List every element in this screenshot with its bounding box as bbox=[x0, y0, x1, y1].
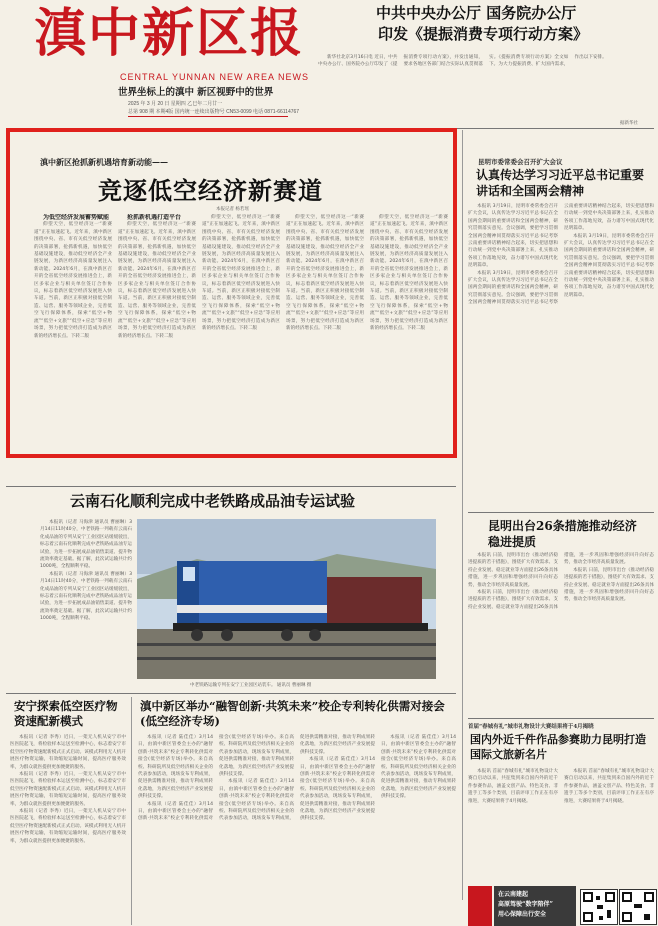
rail bbox=[137, 643, 436, 646]
lead-subhead-2: 抢抓新机遇打造平台 bbox=[127, 214, 182, 221]
promo-line-2: 高原驾驶“数字陪伴” bbox=[498, 901, 553, 908]
lead-body: 为低空经济发展蓄势赋能 仰望天空，低空经济这一“新赛道”正在加速起飞。近年来，滇中新区围绕中央、省、市有关低空经济发展的决策部署，抢抓新机遇，加快低空基础设施建设，推动低空经济全产业链发展，为新区经济高质量发展注入新动能。2024年6月，在滇中新区召开的全省低空经济发展推进会上，新区多家企业与相关单位签订合作协议，标志着新区低空经济发展进入快车道。当前，新区正积极对接低空制造、运营、服务等领域企业，完善低空飞行保障体系，探索“低空+物流”“低空+文旅”“低空+应急”等应用场景，努力把低空经济打造成为新区新的经济增长点。下转二版 抢抓新机遇打造平台 仰望天空，低空经济这一“新赛道”正在加速起飞。近年来，滇中新区围绕中央、省、市有关低空经济发展的决策部署，抢抓新机遇，加快低空基础设施建设，推动低空经济全产业链发展，为新区经济高质量发展注入新动能。2024年6月，在滇中新区召开的全省低空经济发展推进会上，新区多家企业与相关单位签订合作协议，标志着新区低空经济发展进入快车道。当前，新区正积极对接低空制造、运营、服务等领域企业，完善低空飞行保障体系，探索“低空+物流”“低空+文旅”“低空+应急”等应用场景，努力把低空经济打造成为新区新的经济增长点。下转二版 仰望天空，低空经济这一“新赛道”正在加速起飞。近年来，滇中新区围绕中央、省、市有关低空经济发展的决策部署，抢抓新机遇，加快低空基础设施建设，推动低空经济全产业链发展，为新区经济高质量发展注入新动能。2024年6月，在滇中新区召开的全省低空经济发展推进会上，新区多家企业与相关单位签订合作协议，标志着新区低空经济发展进入快车道。当前，新区正积极对接低空制造、运营、服务等领域企业，完善低空飞行保障体系，探索“低空+物流”“低空+文旅”“低空+应急”等应用场景，努力把低空经济打造成为新区新的经济增长点。下转二版 仰望天空，低空经济这一“新赛道”正在加速起飞。近年来，滇中新区围绕中央、省、市有关低空经济发展的决策部署，抢抓新机遇，加快低空基础设施建设，推动低空经济全产业链发展，为新区经济高质量发展注入新动能。2024年6月，在滇中新区召开的全省低空经济发展推进会上，新区多家企业与相关单位签订合作协议，标志着新区低空经济发展进入快车道。当前，新区正积极对接低空制造、运营、服务等领域企业，完善低空飞行保障体系，探索“低空+物流”“低空+文旅”“低空+应急”等应用场景，努力把低空经济打造成为新区新的经济增长点。下转二版 仰望天空，低空经济这一“新赛道”正在加速起飞。近年来，滇中新区围绕中央、省、市有关低空经济发展的决策部署，抢抓新机遇，加快低空基础设施建设，推动低空经济全产业链发展，为新区经济高质量发展注入新动能。2024年6月，在滇中新区召开的全省低空经济发展推进会上，新区多家企业与相关单位签订合作协议，标志着新区低空经济发展进入快车道。当前，新区正积极对接低空制造、运营、服务等领域企业，完善低空飞行保障体系，探索“低空+物流”“低空+文旅”“低空+应急”等应用场景，努力把低空经济打造成为新区新的经济增长点。下转二版 bbox=[34, 214, 448, 339]
awards-headline: 国内外近千件作品参赛助力昆明打造国际文旅新名片 bbox=[470, 733, 646, 761]
measures-divider bbox=[468, 512, 654, 513]
issue-line: 总第 908 期 本期4版 国内统一连续出版物号 CN53-0099 电话 0871-66114767 bbox=[128, 109, 300, 115]
bottom-left-headline: 安宁探索低空医疗物资速配新模式 bbox=[14, 699, 118, 728]
lead-byline: 本报记者 杨若瑶 bbox=[216, 207, 249, 212]
locomotive-window bbox=[183, 567, 195, 581]
top-right-headline: 中共中央办公厅 国务院办公厅 bbox=[376, 4, 577, 22]
lead-kicker: 滇中新区抢抓新机遇培育新动能—— bbox=[40, 157, 168, 167]
promo-line-3: 用心保障出行安全 bbox=[498, 911, 547, 918]
awards-body: 本报讯 首届“春城有礼”城市礼物设计大赛自启动以来，共征集到来自国内外的近千件参赛作品，涵盖文创产品、特色美食、非遗手工等多个类别，目前评审工作正在有序推进，大赛结果将于4月揭晓。 本报讯 首届“春城有礼”城市礼物设计大赛自启动以来，共征集到来自国内外的近千件参赛作品，涵盖文创产品、特色美食、非遗手工等多个类别，目前评审工作正在有序推进，大赛结果将于4月揭晓。 bbox=[468, 769, 654, 804]
masthead-title: 滇中新区报 bbox=[34, 3, 305, 64]
awards-divider bbox=[468, 718, 654, 719]
wheel bbox=[309, 629, 321, 641]
qr-code-pattern bbox=[620, 890, 656, 924]
bottom-left-body: 本报讯（记者 李秀）近日，一架无人机从安宁市中医医院起飞，将检验样本运送至检测中心，标志着安宁市低空医疗物资速配新模式正式启动。该模式利用无人机开展医疗物资运输，有效缩短运输时间，提高医疗服务效率，为群众就医提供更加便捷的服务。 本报讯（记者 李秀）近日，一架无人机从安宁市中医医院起飞，将检验样本运送至检测中心，标志着安宁市低空医疗物资速配新模式正式启动。该模式利用无人机开展医疗物资运输，有效缩短运输时间，提高医疗服务效率，为群众就医提供更加便捷的服务。 本报讯（记者 李秀）近日，一架无人机从安宁市中医医院起飞，将检验样本运送至检测中心，标志着安宁市低空医疗物资速配新模式正式启动。该模式利用无人机开展医疗物资运输，有效缩短运输时间，提高医疗服务效率，为群众就医提供更加便捷的服务。 bbox=[10, 735, 126, 844]
measures-body: 本报讯 日前，昆明市出台《推动经济稳进提质的若干措施》，围绕扩大有效需求、支持企业发展、稳定就业等方面提出26条具体措施，进一步巩固和增强经济回升向好态势，推动全市经济高质量发展。 本报讯 日前，昆明市出台《推动经济稳进提质的若干措施》，围绕扩大有效需求、支持企业发展、稳定就业等方面提出26条具体措施，进一步巩固和增强经济回升向好态势，推动全市经济高质量发展。 本报讯 日前，昆明市出台《推动经济稳进提质的若干措施》，围绕扩大有效需求、支持企业发展、稳定就业等方面提出26条具体措施，进一步巩固和增强经济回升向好态势，推动全市经济高质量发展。 bbox=[468, 553, 654, 610]
promo-panel bbox=[494, 886, 576, 926]
tank-car bbox=[327, 577, 422, 623]
train-headline: 云南石化顺利完成中老铁路成品油专运试验 bbox=[70, 492, 356, 510]
train-photo bbox=[137, 519, 436, 679]
bottom-mid-body: 本报讯（记者 陆佳佳）3月14日，由滇中新区管委会主办的“融智创新·共筑未来”校企专利转化供需对接会(低空经济专场)举办。来自高校、科研院所及低空经济相关企业的代表参加活动，现场发布专利成果，促进供需精准对接，推动专利成果转化落地，为新区低空经济产业发展提供科技支撑。 本报讯（记者 陆佳佳）3月14日，由滇中新区管委会主办的“融智创新·共筑未来”校企专利转化供需对接会(低空经济专场)举办。来自高校、科研院所及低空经济相关企业的代表参加活动，现场发布专利成果，促进供需精准对接，推动专利成果转化落地，为新区低空经济产业发展提供科技支撑。 本报讯（记者 陆佳佳）3月14日，由滇中新区管委会主办的“融智创新·共筑未来”校企专利转化供需对接会(低空经济专场)举办。来自高校、科研院所及低空经济相关企业的代表参加活动，现场发布专利成果，促进供需精准对接，推动专利成果转化落地，为新区低空经济产业发展提供科技支撑。 本报讯（记者 陆佳佳）3月14日，由滇中新区管委会主办的“融智创新·共筑未来”校企专利转化供需对接会(低空经济专场)举办。来自高校、科研院所及低空经济相关企业的代表参加活动，现场发布专利成果，促进供需精准对接，推动专利成果转化落地，为新区低空经济产业发展提供科技支撑。 本报讯（记者 陆佳佳）3月14日，由滇中新区管委会主办的“融智创新·共筑未来”校企专利转化供需对接会(低空经济专场)举办。来自高校、科研院所及低空经济相关企业的代表参加活动，现场发布专利成果，促进供需精准对接，推动专利成果转化落地，为新区低空经济产业发展提供科技支撑。 bbox=[138, 735, 456, 822]
top-right-source: 据新华社 bbox=[620, 121, 638, 126]
bottom-divider bbox=[6, 693, 456, 694]
locomotive-body bbox=[177, 561, 327, 623]
wheel bbox=[191, 629, 203, 641]
masthead-slogan: 世界坐标上的滇中 新区视野中的世界 bbox=[118, 87, 274, 98]
top-right-body: 新华社北京3月16日电 近日，中共中央办公厅、国务院办公厅印发了《提振消费专项行动方案》，并发出通知，要求各地区各部门结合实际认真贯彻落实。《提振消费专项行动方案》全文如下。为大力提振消费、扩大国内需求，作出以下安排。 bbox=[318, 55, 607, 68]
train-body: 本报讯（记者 马海津 通讯员 曹丽琳）3月14日11时40分，中老铁路一列载有云南石化成品油的专列从安宁工业园区站缓缓驶出，标志着云南石化顺利完成中老铁路成品油专运试验，为进一步拓展成品油销售渠道、提升物流效率奠定基础。据了解，此次试运输共计约1000吨，全程顺利平稳。 本报讯（记者 马海津 通讯员 曹丽琳）3月14日11时40分，中老铁路一列载有云南石化成品油的专列从安宁工业园区站缓缓驶出，标志着云南石化顺利完成中老铁路成品油专运试验，为进一步拓展成品油销售渠道、提升物流效率奠定基础。据了解，此次试运输共计约1000吨，全程顺利平稳。 bbox=[40, 520, 132, 622]
train-caption: 中老铁路运输专列在安宁工业园区站装车。 通讯员 曹丽琳 摄 bbox=[190, 683, 312, 688]
lead-headline: 竞逐低空经济新赛道 bbox=[98, 176, 323, 205]
top-right-subheadline: 印发《提振消费专项行动方案》 bbox=[378, 25, 589, 43]
rail bbox=[137, 657, 436, 660]
promo-red-tab bbox=[468, 886, 492, 926]
bottom-mid-headline: 滇中新区举办“融智创新·共筑未来”校企专利转化供需对接会(低空经济专场) bbox=[140, 699, 445, 728]
meeting-body: 本报讯 3月19日，昆明市委常委会召开扩大会议，认真传达学习习近平总书记在全国两会期间的重要讲话和全国两会精神，研究贯彻落实意见。会议强调，要把学习贯彻全国两会精神同贯彻落实习近平总书记考察云南重要讲话精神结合起来，切实把思想和行动统一到党中央决策部署上来，扎实推动各项工作落地见效，奋力谱写中国式现代化昆明篇章。 本报讯 3月19日，昆明市委常委会召开扩大会议，认真传达学习习近平总书记在全国两会期间的重要讲话和全国两会精神，研究贯彻落实意见。会议强调，要把学习贯彻全国两会精神同贯彻落实习近平总书记考察云南重要讲话精神结合起来，切实把思想和行动统一到党中央决策部署上来，扎实推动各项工作落地见效，奋力谱写中国式现代化昆明篇章。 本报讯 3月19日，昆明市委常委会召开扩大会议，认真传达学习习近平总书记在全国两会期间的重要讲话和全国两会精神，研究贯彻落实意见。会议强调，要把学习贯彻全国两会精神同贯彻落实习近平总书记考察云南重要讲话精神结合起来，切实把思想和行动统一到党中央决策部署上来，扎实推动各项工作落地见效，奋力谱写中国式现代化昆明篇章。 bbox=[468, 204, 654, 306]
lead-subhead-1: 为低空经济发展蓄势赋能 bbox=[43, 214, 110, 221]
locomotive-stripe bbox=[177, 605, 327, 613]
qr-code-pattern bbox=[581, 890, 617, 924]
measures-headline: 昆明出台26条措施推动经济稳进提质 bbox=[488, 519, 637, 549]
train-divider bbox=[6, 486, 456, 487]
masthead-rule bbox=[128, 116, 288, 117]
wheel bbox=[221, 629, 233, 641]
undercarriage bbox=[173, 623, 428, 631]
wheel bbox=[281, 629, 293, 641]
column-divider bbox=[462, 130, 463, 900]
masthead-english: CENTRAL YUNNAN NEW AREA NEWS bbox=[120, 72, 310, 82]
promo-line-1: 在云南建起 bbox=[498, 891, 529, 898]
train-photo-svg bbox=[137, 519, 436, 679]
date-line: 2025 年 3 月 20 日 星期四 乙巳年二月廿一 bbox=[128, 101, 223, 107]
qr-code-icon[interactable] bbox=[580, 889, 618, 925]
awards-label: 首届“春城有礼”城市礼物设计大赛结果将于4月揭晓 bbox=[468, 724, 594, 730]
bottom-column-divider bbox=[131, 697, 132, 925]
meeting-label: 昆明市委常委会召开扩大会议 bbox=[478, 158, 563, 166]
qr-code-icon[interactable] bbox=[619, 889, 657, 925]
meeting-headline: 认真传达学习习近平总书记重要讲话和全国两会精神 bbox=[476, 168, 645, 198]
